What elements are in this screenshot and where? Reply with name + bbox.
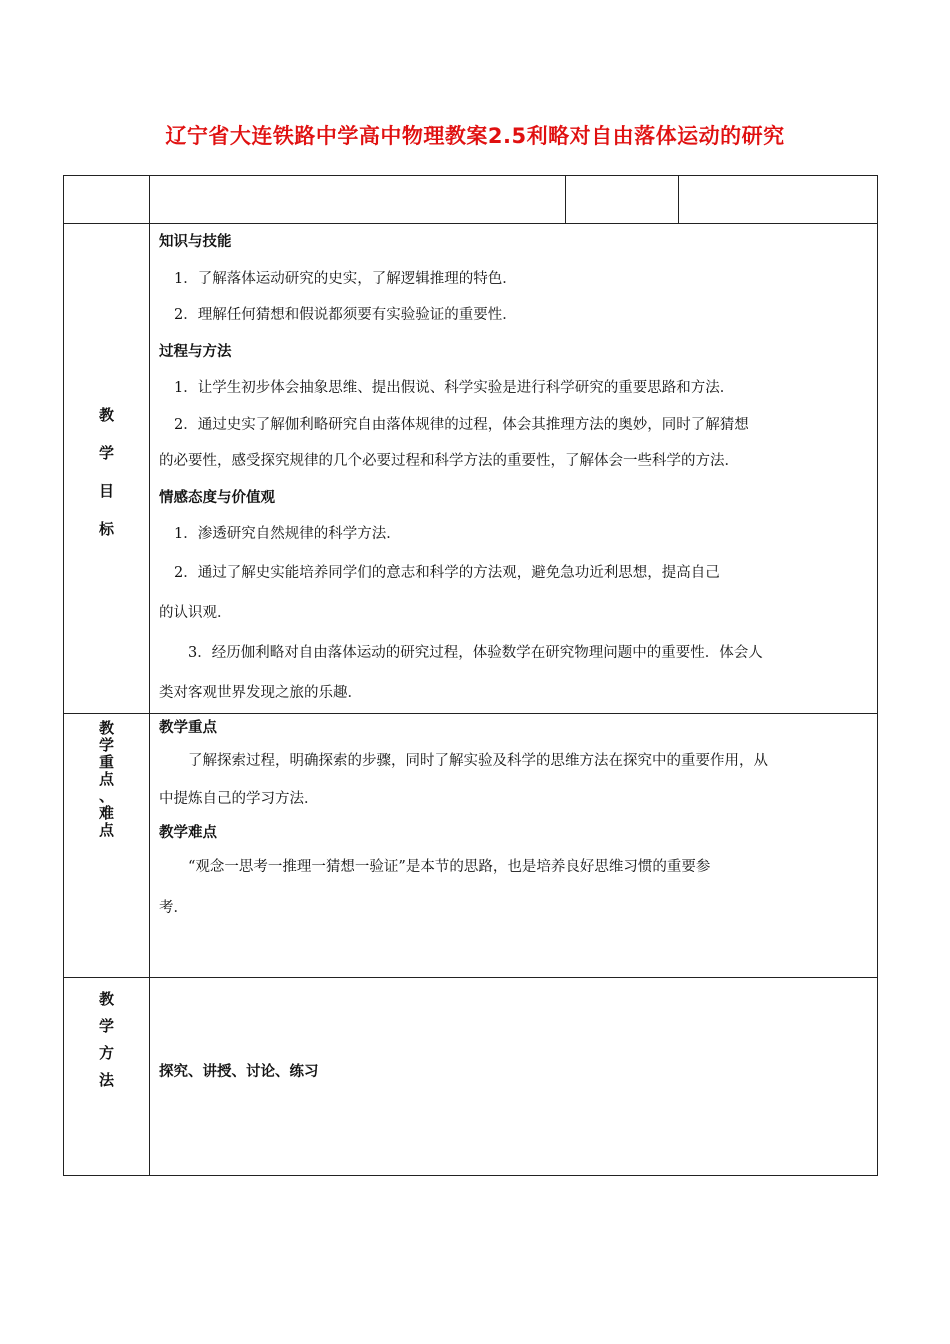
difficulty-heading: 教学难点 [159, 824, 217, 841]
header-cell-3 [566, 176, 679, 224]
objective-line: 1．了解落体运动研究的史实，了解逻辑推理的特色． [174, 270, 517, 287]
focus-label: 教 学 重 点 、 难 点 [98, 718, 114, 839]
methods-content [150, 977, 878, 1175]
methods-text: 探究、讲授、讨论、练习 [159, 1063, 319, 1080]
focus-row [64, 713, 878, 977]
objective-line: 2．理解任何猜想和假说都须要有实验验证的重要性． [174, 307, 517, 323]
objective-line: 2．通过史实了解伽利略研究自由落体规律的过程，体会其推理方法的奥妙，同时了解猜想 [174, 416, 749, 433]
objectives-label: 教 学 目 标 [98, 406, 114, 538]
focus-label-cell [64, 713, 150, 977]
key-points-line: 了解探索过程，明确探索的步骤，同时了解实验及科学的思维方法在探究中的重要作用，从 [188, 752, 768, 769]
header-row [64, 176, 878, 224]
objective-line: 1．渗透研究自然规律的科学方法． [174, 526, 401, 542]
objective-line: 2．通过了解史实能培养同学们的意志和科学的方法观，避免急功近利思想，提高自己 [174, 564, 720, 581]
difficulty-line: “观念一思考一推理一猜想一验证”是本节的思路，也是培养良好思维习惯的重要参 [188, 858, 711, 875]
objectives-content [150, 224, 878, 714]
objectives-label-cell [64, 224, 150, 714]
objective-line: 1．让学生初步体会抽象思维、提出假说、科学实验是进行科学研究的重要思路和方法． [174, 380, 735, 396]
document-title: 辽宁省大连铁路中学高中物理教案2.5利略对自由落体运动的研究 [165, 124, 785, 148]
section-heading: 知识与技能 [159, 234, 232, 250]
header-cell-2 [150, 176, 566, 224]
methods-label: 教 学 方 法 [98, 989, 114, 1089]
header-cell-4 [679, 176, 878, 224]
focus-content [150, 713, 878, 977]
objectives-row [64, 224, 878, 714]
lesson-plan-table [63, 175, 878, 1176]
key-points-line: 中提炼自己的学习方法． [159, 790, 319, 807]
methods-label-cell [64, 977, 150, 1175]
key-points-heading: 教学重点 [159, 719, 217, 736]
objective-line: 的必要性，感受探究规律的几个必要过程和科学方法的重要性，了解体会一些科学的方法． [159, 453, 739, 469]
objective-line: 的认识观． [159, 604, 232, 621]
objective-line: 类对客观世界发现之旅的乐趣． [159, 684, 362, 701]
section-heading: 情感态度与价值观 [159, 489, 275, 506]
difficulty-line: 考． [159, 899, 188, 916]
methods-row [64, 977, 878, 1175]
objective-line: 3．经历伽利略对自由落体运动的研究过程，体验数学在研究物理问题中的重要性．体会人 [188, 644, 763, 661]
header-cell-1 [64, 176, 150, 224]
section-heading: 过程与方法 [159, 343, 232, 360]
